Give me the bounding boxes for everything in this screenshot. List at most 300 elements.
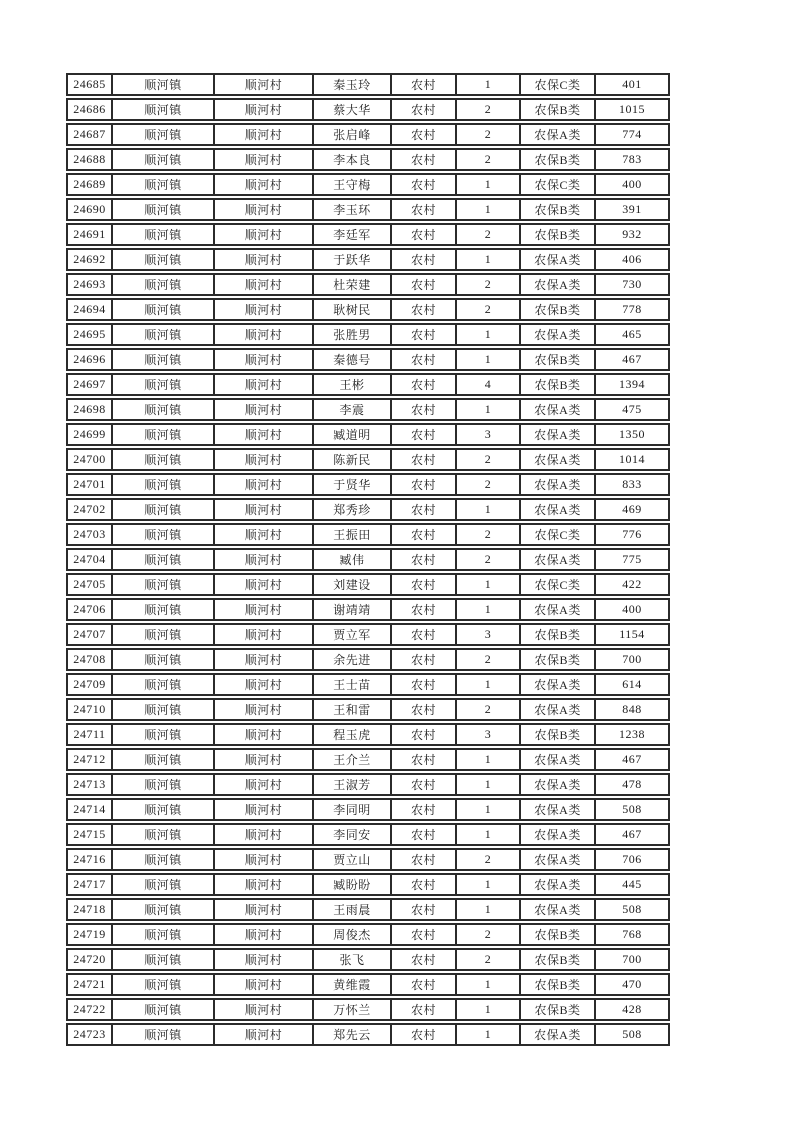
cell-count: 3 bbox=[457, 725, 521, 744]
cell-insurance-class: 农保A类 bbox=[521, 250, 596, 269]
cell-serial: 24686 bbox=[68, 100, 113, 119]
cell-category: 农村 bbox=[392, 650, 457, 669]
table-row bbox=[66, 698, 670, 721]
table-row bbox=[66, 123, 670, 146]
cell-insurance-class: 农保B类 bbox=[521, 300, 596, 319]
cell-insurance-class: 农保B类 bbox=[521, 975, 596, 994]
cell-insurance-class: 农保A类 bbox=[521, 450, 596, 469]
cell-amount: 406 bbox=[622, 252, 642, 266]
cell-serial: 24692 bbox=[68, 250, 113, 269]
cell-count: 3 bbox=[457, 425, 521, 444]
cell-town: 顺河镇 bbox=[113, 375, 215, 394]
cell-town: 顺河镇 bbox=[113, 350, 215, 369]
cell-serial: 24712 bbox=[68, 750, 113, 769]
table-row bbox=[66, 598, 670, 621]
cell-serial: 24689 bbox=[68, 175, 113, 194]
cell-village: 顺河村 bbox=[215, 775, 314, 794]
cell-count: 2 bbox=[457, 525, 521, 544]
cell-amount: 400 bbox=[622, 602, 642, 616]
cell-count: 2 bbox=[457, 550, 521, 569]
cell-town: 顺河镇 bbox=[113, 825, 215, 844]
cell-town: 顺河镇 bbox=[113, 400, 215, 419]
table-row bbox=[66, 298, 670, 321]
cell-village: 顺河村 bbox=[215, 325, 314, 344]
cell-amount: 465 bbox=[622, 327, 642, 341]
table-row bbox=[66, 98, 670, 121]
cell-category: 农村 bbox=[392, 375, 457, 394]
cell-amount: 467 bbox=[622, 827, 642, 841]
cell-category: 农村 bbox=[392, 950, 457, 969]
cell-amount: 614 bbox=[622, 677, 642, 691]
table-row bbox=[66, 523, 670, 546]
cell-count: 1 bbox=[457, 750, 521, 769]
cell-town: 顺河镇 bbox=[113, 625, 215, 644]
cell-town: 顺河镇 bbox=[113, 900, 215, 919]
cell-count: 1 bbox=[457, 825, 521, 844]
cell-town: 顺河镇 bbox=[113, 100, 215, 119]
cell-category: 农村 bbox=[392, 350, 457, 369]
cell-category: 农村 bbox=[392, 275, 457, 294]
cell-insurance-class: 农保B类 bbox=[521, 950, 596, 969]
cell-count: 1 bbox=[457, 1000, 521, 1019]
table-row bbox=[66, 173, 670, 196]
cell-insurance-class: 农保B类 bbox=[521, 1000, 596, 1019]
cell-amount: 391 bbox=[622, 202, 642, 216]
cell-town: 顺河镇 bbox=[113, 200, 215, 219]
cell-village: 顺河村 bbox=[215, 350, 314, 369]
cell-insurance-class: 农保A类 bbox=[521, 500, 596, 519]
cell-category: 农村 bbox=[392, 975, 457, 994]
cell-amount: 730 bbox=[622, 277, 642, 291]
cell-town: 顺河镇 bbox=[113, 1000, 215, 1019]
cell-insurance-class: 农保A类 bbox=[521, 825, 596, 844]
cell-insurance-class: 农保A类 bbox=[521, 850, 596, 869]
cell-name: 万怀兰 bbox=[314, 1000, 392, 1019]
table-row bbox=[66, 923, 670, 946]
cell-serial: 24716 bbox=[68, 850, 113, 869]
table-row bbox=[66, 448, 670, 471]
cell-insurance-class: 农保B类 bbox=[521, 225, 596, 244]
cell-name: 周俊杰 bbox=[314, 925, 392, 944]
cell-serial: 24706 bbox=[68, 600, 113, 619]
cell-village: 顺河村 bbox=[215, 425, 314, 444]
cell-count: 2 bbox=[457, 650, 521, 669]
cell-serial: 24702 bbox=[68, 500, 113, 519]
cell-serial: 24687 bbox=[68, 125, 113, 144]
table-row bbox=[66, 573, 670, 596]
cell-town: 顺河镇 bbox=[113, 975, 215, 994]
cell-count: 1 bbox=[457, 400, 521, 419]
cell-name: 贾立军 bbox=[314, 625, 392, 644]
table-row bbox=[66, 548, 670, 571]
cell-town: 顺河镇 bbox=[113, 725, 215, 744]
data-table bbox=[66, 73, 670, 1048]
cell-serial: 24705 bbox=[68, 575, 113, 594]
table-row bbox=[66, 473, 670, 496]
cell-insurance-class: 农保C类 bbox=[521, 75, 596, 94]
table-row bbox=[66, 948, 670, 971]
cell-name: 李廷军 bbox=[314, 225, 392, 244]
cell-town: 顺河镇 bbox=[113, 175, 215, 194]
cell-name: 谢靖靖 bbox=[314, 600, 392, 619]
table-row bbox=[66, 748, 670, 771]
cell-insurance-class: 农保A类 bbox=[521, 750, 596, 769]
cell-count: 1 bbox=[457, 975, 521, 994]
cell-name: 耿树民 bbox=[314, 300, 392, 319]
table-row bbox=[66, 998, 670, 1021]
table-row bbox=[66, 198, 670, 221]
cell-amount: 467 bbox=[622, 752, 642, 766]
cell-amount: 1394 bbox=[619, 377, 645, 391]
cell-category: 农村 bbox=[392, 450, 457, 469]
cell-town: 顺河镇 bbox=[113, 475, 215, 494]
cell-count: 2 bbox=[457, 700, 521, 719]
cell-village: 顺河村 bbox=[215, 450, 314, 469]
cell-serial: 24715 bbox=[68, 825, 113, 844]
cell-count: 1 bbox=[457, 175, 521, 194]
cell-name: 张胜男 bbox=[314, 325, 392, 344]
cell-village: 顺河村 bbox=[215, 1000, 314, 1019]
cell-name: 秦德号 bbox=[314, 350, 392, 369]
cell-category: 农村 bbox=[392, 500, 457, 519]
cell-serial: 24688 bbox=[68, 150, 113, 169]
cell-village: 顺河村 bbox=[215, 875, 314, 894]
cell-insurance-class: 农保A类 bbox=[521, 800, 596, 819]
table-row bbox=[66, 423, 670, 446]
cell-serial: 24711 bbox=[68, 725, 113, 744]
cell-village: 顺河村 bbox=[215, 575, 314, 594]
cell-serial: 24719 bbox=[68, 925, 113, 944]
cell-serial: 24691 bbox=[68, 225, 113, 244]
cell-category: 农村 bbox=[392, 125, 457, 144]
cell-amount: 428 bbox=[622, 1002, 642, 1016]
cell-name: 臧伟 bbox=[314, 550, 392, 569]
cell-insurance-class: 农保B类 bbox=[521, 200, 596, 219]
cell-name: 臧道明 bbox=[314, 425, 392, 444]
cell-town: 顺河镇 bbox=[113, 450, 215, 469]
cell-count: 1 bbox=[457, 800, 521, 819]
cell-village: 顺河村 bbox=[215, 825, 314, 844]
table-row bbox=[66, 823, 670, 846]
cell-count: 1 bbox=[457, 200, 521, 219]
cell-insurance-class: 农保C类 bbox=[521, 575, 596, 594]
cell-insurance-class: 农保A类 bbox=[521, 275, 596, 294]
cell-serial: 24703 bbox=[68, 525, 113, 544]
cell-count: 1 bbox=[457, 775, 521, 794]
cell-amount: 470 bbox=[622, 977, 642, 991]
cell-town: 顺河镇 bbox=[113, 700, 215, 719]
cell-village: 顺河村 bbox=[215, 550, 314, 569]
cell-serial: 24696 bbox=[68, 350, 113, 369]
cell-amount: 475 bbox=[622, 402, 642, 416]
cell-name: 王雨晨 bbox=[314, 900, 392, 919]
cell-serial: 24693 bbox=[68, 275, 113, 294]
cell-village: 顺河村 bbox=[215, 300, 314, 319]
cell-category: 农村 bbox=[392, 750, 457, 769]
cell-category: 农村 bbox=[392, 325, 457, 344]
cell-village: 顺河村 bbox=[215, 975, 314, 994]
cell-village: 顺河村 bbox=[215, 950, 314, 969]
cell-count: 1 bbox=[457, 500, 521, 519]
cell-category: 农村 bbox=[392, 225, 457, 244]
cell-amount: 1014 bbox=[619, 452, 645, 466]
cell-town: 顺河镇 bbox=[113, 750, 215, 769]
cell-serial: 24700 bbox=[68, 450, 113, 469]
cell-amount: 778 bbox=[622, 302, 642, 316]
cell-count: 1 bbox=[457, 600, 521, 619]
cell-category: 农村 bbox=[392, 100, 457, 119]
cell-category: 农村 bbox=[392, 475, 457, 494]
cell-serial: 24722 bbox=[68, 1000, 113, 1019]
cell-category: 农村 bbox=[392, 925, 457, 944]
table-row bbox=[66, 1023, 670, 1046]
cell-village: 顺河村 bbox=[215, 175, 314, 194]
cell-town: 顺河镇 bbox=[113, 300, 215, 319]
cell-town: 顺河镇 bbox=[113, 850, 215, 869]
cell-category: 农村 bbox=[392, 250, 457, 269]
cell-village: 顺河村 bbox=[215, 400, 314, 419]
cell-count: 2 bbox=[457, 950, 521, 969]
cell-count: 3 bbox=[457, 625, 521, 644]
cell-insurance-class: 农保C类 bbox=[521, 175, 596, 194]
table-row bbox=[66, 248, 670, 271]
cell-count: 1 bbox=[457, 675, 521, 694]
cell-category: 农村 bbox=[392, 1000, 457, 1019]
cell-amount: 445 bbox=[622, 877, 642, 891]
cell-serial: 24710 bbox=[68, 700, 113, 719]
cell-village: 顺河村 bbox=[215, 200, 314, 219]
cell-name: 秦玉玲 bbox=[314, 75, 392, 94]
cell-insurance-class: 农保A类 bbox=[521, 475, 596, 494]
cell-category: 农村 bbox=[392, 1025, 457, 1044]
cell-name: 李震 bbox=[314, 400, 392, 419]
cell-count: 2 bbox=[457, 850, 521, 869]
cell-amount: 508 bbox=[622, 802, 642, 816]
cell-town: 顺河镇 bbox=[113, 575, 215, 594]
table-row bbox=[66, 873, 670, 896]
cell-category: 农村 bbox=[392, 900, 457, 919]
cell-town: 顺河镇 bbox=[113, 500, 215, 519]
cell-village: 顺河村 bbox=[215, 900, 314, 919]
cell-amount: 469 bbox=[622, 502, 642, 516]
cell-count: 1 bbox=[457, 325, 521, 344]
cell-serial: 24713 bbox=[68, 775, 113, 794]
cell-name: 张飞 bbox=[314, 950, 392, 969]
cell-name: 王振田 bbox=[314, 525, 392, 544]
cell-name: 黄维霞 bbox=[314, 975, 392, 994]
cell-count: 1 bbox=[457, 575, 521, 594]
cell-town: 顺河镇 bbox=[113, 325, 215, 344]
cell-category: 农村 bbox=[392, 425, 457, 444]
cell-insurance-class: 农保A类 bbox=[521, 325, 596, 344]
cell-serial: 24717 bbox=[68, 875, 113, 894]
cell-amount: 400 bbox=[622, 177, 642, 191]
cell-name: 王彬 bbox=[314, 375, 392, 394]
cell-serial: 24697 bbox=[68, 375, 113, 394]
cell-insurance-class: 农保B类 bbox=[521, 625, 596, 644]
cell-insurance-class: 农保A类 bbox=[521, 875, 596, 894]
cell-amount: 706 bbox=[622, 852, 642, 866]
table-row bbox=[66, 498, 670, 521]
table-row bbox=[66, 623, 670, 646]
cell-amount: 422 bbox=[622, 577, 642, 591]
cell-name: 王守梅 bbox=[314, 175, 392, 194]
cell-name: 刘建设 bbox=[314, 575, 392, 594]
cell-name: 王淑芳 bbox=[314, 775, 392, 794]
cell-name: 臧盼盼 bbox=[314, 875, 392, 894]
cell-serial: 24718 bbox=[68, 900, 113, 919]
cell-count: 1 bbox=[457, 75, 521, 94]
cell-amount: 508 bbox=[622, 1027, 642, 1041]
cell-count: 2 bbox=[457, 275, 521, 294]
table-row bbox=[66, 348, 670, 371]
cell-category: 农村 bbox=[392, 850, 457, 869]
cell-village: 顺河村 bbox=[215, 725, 314, 744]
cell-name: 于贤华 bbox=[314, 475, 392, 494]
cell-name: 郑先云 bbox=[314, 1025, 392, 1044]
cell-serial: 24685 bbox=[68, 75, 113, 94]
cell-village: 顺河村 bbox=[215, 1025, 314, 1044]
cell-village: 顺河村 bbox=[215, 100, 314, 119]
cell-count: 1 bbox=[457, 1025, 521, 1044]
cell-amount: 848 bbox=[622, 702, 642, 716]
cell-village: 顺河村 bbox=[215, 500, 314, 519]
cell-category: 农村 bbox=[392, 525, 457, 544]
table-row bbox=[66, 848, 670, 871]
cell-insurance-class: 农保B类 bbox=[521, 150, 596, 169]
cell-village: 顺河村 bbox=[215, 650, 314, 669]
cell-village: 顺河村 bbox=[215, 700, 314, 719]
cell-count: 1 bbox=[457, 900, 521, 919]
cell-village: 顺河村 bbox=[215, 925, 314, 944]
table-row bbox=[66, 373, 670, 396]
cell-name: 李玉环 bbox=[314, 200, 392, 219]
cell-category: 农村 bbox=[392, 775, 457, 794]
cell-town: 顺河镇 bbox=[113, 800, 215, 819]
table-row bbox=[66, 723, 670, 746]
table-row bbox=[66, 773, 670, 796]
cell-town: 顺河镇 bbox=[113, 250, 215, 269]
cell-village: 顺河村 bbox=[215, 250, 314, 269]
cell-town: 顺河镇 bbox=[113, 550, 215, 569]
table-row bbox=[66, 673, 670, 696]
cell-serial: 24699 bbox=[68, 425, 113, 444]
cell-name: 余先进 bbox=[314, 650, 392, 669]
cell-amount: 783 bbox=[622, 152, 642, 166]
cell-serial: 24694 bbox=[68, 300, 113, 319]
cell-serial: 24690 bbox=[68, 200, 113, 219]
table-row bbox=[66, 398, 670, 421]
cell-category: 农村 bbox=[392, 675, 457, 694]
cell-town: 顺河镇 bbox=[113, 775, 215, 794]
cell-insurance-class: 农保B类 bbox=[521, 375, 596, 394]
cell-count: 2 bbox=[457, 475, 521, 494]
cell-village: 顺河村 bbox=[215, 750, 314, 769]
table-row bbox=[66, 223, 670, 246]
cell-serial: 24704 bbox=[68, 550, 113, 569]
table-row bbox=[66, 273, 670, 296]
cell-amount: 775 bbox=[622, 552, 642, 566]
cell-village: 顺河村 bbox=[215, 375, 314, 394]
cell-village: 顺河村 bbox=[215, 800, 314, 819]
cell-insurance-class: 农保C类 bbox=[521, 525, 596, 544]
cell-category: 农村 bbox=[392, 600, 457, 619]
cell-name: 李同安 bbox=[314, 825, 392, 844]
table-row bbox=[66, 898, 670, 921]
cell-name: 蔡大华 bbox=[314, 100, 392, 119]
cell-name: 张启峰 bbox=[314, 125, 392, 144]
cell-amount: 700 bbox=[622, 652, 642, 666]
cell-village: 顺河村 bbox=[215, 625, 314, 644]
cell-count: 1 bbox=[457, 350, 521, 369]
cell-town: 顺河镇 bbox=[113, 600, 215, 619]
cell-category: 农村 bbox=[392, 575, 457, 594]
cell-amount: 508 bbox=[622, 902, 642, 916]
cell-serial: 24723 bbox=[68, 1025, 113, 1044]
cell-category: 农村 bbox=[392, 150, 457, 169]
cell-amount: 478 bbox=[622, 777, 642, 791]
cell-town: 顺河镇 bbox=[113, 950, 215, 969]
cell-amount: 768 bbox=[622, 927, 642, 941]
table-row bbox=[66, 73, 670, 96]
cell-town: 顺河镇 bbox=[113, 125, 215, 144]
cell-serial: 24701 bbox=[68, 475, 113, 494]
cell-serial: 24695 bbox=[68, 325, 113, 344]
cell-amount: 1238 bbox=[619, 727, 645, 741]
cell-insurance-class: 农保B类 bbox=[521, 100, 596, 119]
cell-category: 农村 bbox=[392, 200, 457, 219]
cell-village: 顺河村 bbox=[215, 475, 314, 494]
cell-category: 农村 bbox=[392, 725, 457, 744]
cell-name: 杜荣建 bbox=[314, 275, 392, 294]
cell-village: 顺河村 bbox=[215, 525, 314, 544]
cell-town: 顺河镇 bbox=[113, 150, 215, 169]
cell-village: 顺河村 bbox=[215, 150, 314, 169]
cell-serial: 24709 bbox=[68, 675, 113, 694]
cell-amount: 1154 bbox=[619, 627, 645, 641]
cell-amount: 1015 bbox=[619, 102, 645, 116]
cell-name: 王士苗 bbox=[314, 675, 392, 694]
cell-name: 陈新民 bbox=[314, 450, 392, 469]
cell-amount: 774 bbox=[622, 127, 642, 141]
table-row bbox=[66, 648, 670, 671]
cell-amount: 467 bbox=[622, 352, 642, 366]
cell-name: 李本良 bbox=[314, 150, 392, 169]
cell-category: 农村 bbox=[392, 625, 457, 644]
cell-amount: 833 bbox=[622, 477, 642, 491]
cell-count: 2 bbox=[457, 150, 521, 169]
cell-name: 于跃华 bbox=[314, 250, 392, 269]
cell-name: 程玉虎 bbox=[314, 725, 392, 744]
cell-insurance-class: 农保A类 bbox=[521, 125, 596, 144]
cell-town: 顺河镇 bbox=[113, 225, 215, 244]
cell-town: 顺河镇 bbox=[113, 1025, 215, 1044]
cell-village: 顺河村 bbox=[215, 850, 314, 869]
cell-amount: 401 bbox=[622, 77, 642, 91]
cell-town: 顺河镇 bbox=[113, 675, 215, 694]
cell-name: 郑秀珍 bbox=[314, 500, 392, 519]
cell-insurance-class: 农保A类 bbox=[521, 550, 596, 569]
cell-town: 顺河镇 bbox=[113, 275, 215, 294]
cell-serial: 24708 bbox=[68, 650, 113, 669]
cell-serial: 24714 bbox=[68, 800, 113, 819]
cell-category: 农村 bbox=[392, 700, 457, 719]
table-row bbox=[66, 973, 670, 996]
cell-town: 顺河镇 bbox=[113, 75, 215, 94]
cell-name: 李同明 bbox=[314, 800, 392, 819]
cell-serial: 24721 bbox=[68, 975, 113, 994]
cell-insurance-class: 农保B类 bbox=[521, 925, 596, 944]
